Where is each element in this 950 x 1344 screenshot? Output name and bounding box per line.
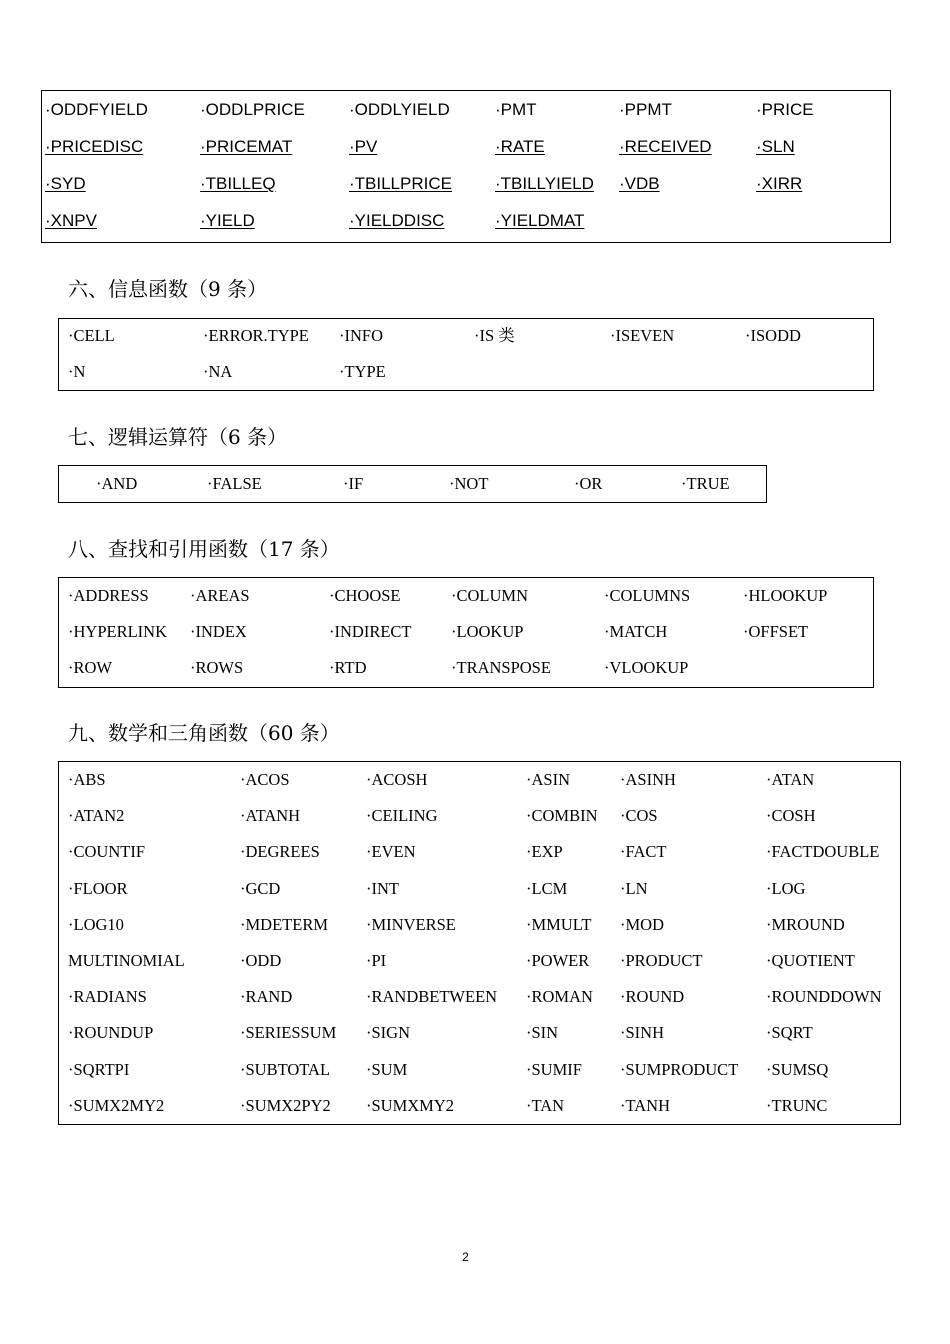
function-name-cell: ·AND (96, 474, 138, 493)
function-name-cell: ·PRODUCT (620, 951, 703, 970)
function-name-cell: ·SQRT (766, 1023, 813, 1043)
function-name-cell: ·LOG (766, 878, 806, 898)
function-name-cell[interactable]: ·XNPV (45, 211, 97, 230)
function-name-cell: ·ASIN (526, 770, 570, 789)
function-name-cell: ·ISODD (745, 326, 801, 345)
function-name-cell: ·LOOKUP (451, 622, 524, 641)
section-heading-math-trig-functions: 九、数学和三角函数（60 条） (68, 721, 340, 745)
function-name-cell: ·MOD (620, 914, 664, 934)
function-name-cell: ·FACTDOUBLE (766, 842, 880, 862)
function-name-cell: ·IS 类 (474, 326, 515, 345)
function-name-cell[interactable]: ·PRICEMAT (200, 137, 293, 156)
function-name-cell: ·SUMX2PY2 (240, 1095, 331, 1115)
function-name-cell: ·SUMSQ (766, 1059, 829, 1079)
function-name-cell: ·ATAN2 (68, 806, 125, 826)
function-name-cell: ·HLOOKUP (743, 586, 828, 605)
function-name-cell: ·CELL (68, 326, 115, 345)
function-name-cell: ·LCM (526, 878, 568, 898)
function-name-cell: ·COMBIN (526, 806, 598, 826)
function-name-cell: ·NA (203, 362, 233, 381)
function-name-cell: ·SIGN (366, 1023, 410, 1043)
function-name-cell: ·COLUMNS (604, 586, 691, 605)
function-name-cell[interactable]: ·TBILLPRICE (349, 174, 452, 193)
function-name-cell: ·TAN (526, 1095, 565, 1115)
function-name-cell: ·RAND (240, 987, 293, 1007)
function-name-cell: ·RANDBETWEEN (366, 987, 498, 1007)
function-name-cell: ·COS (620, 806, 658, 826)
function-name-cell: ·ISEVEN (610, 326, 675, 345)
function-name-cell: ·MINVERSE (366, 914, 456, 934)
function-name-cell: ·RTD (329, 658, 367, 677)
function-name-cell: ·MMULT (526, 914, 592, 934)
function-name-cell[interactable]: ·VDB (619, 174, 660, 193)
function-name-cell: ·NOT (449, 474, 489, 493)
function-name-cell: ·ATAN (766, 770, 815, 789)
function-name-cell: ·ERROR.TYPE (203, 326, 309, 345)
function-name-cell: ·ABS (68, 770, 106, 789)
function-name-cell: ·TANH (620, 1095, 670, 1115)
function-name-cell: ·GCD (240, 878, 281, 898)
function-name-cell: ·SUMX2MY2 (68, 1095, 165, 1115)
section-heading-information-functions: 六、信息函数（9 条） (68, 277, 268, 301)
function-name-cell: ·VLOOKUP (604, 658, 689, 677)
function-name-cell: ·OFFSET (743, 622, 809, 641)
section-heading-logical-operators: 七、逻辑运算符（6 条） (68, 425, 288, 449)
function-name-cell: ·ROUNDDOWN (766, 987, 882, 1007)
function-name-cell: ·ATANH (240, 806, 301, 826)
function-name-cell: ·AREAS (190, 586, 250, 605)
function-name-cell: ·ADDRESS (68, 586, 149, 605)
function-name-cell: ·INDIRECT (329, 622, 412, 641)
function-name-cell: ·ASINH (620, 770, 676, 789)
function-name-cell: ·ODDLYIELD (349, 100, 450, 119)
logical-operators-table (58, 465, 767, 503)
lookup-reference-functions-table (58, 577, 874, 688)
section-heading-lookup-reference-functions: 八、查找和引用函数（17 条） (68, 537, 340, 561)
finance-functions-table (41, 90, 891, 243)
function-name-cell: ·SUM (366, 1059, 408, 1079)
math-trig-functions-table (58, 761, 901, 1125)
function-name-cell: ·ROUND (620, 987, 685, 1007)
function-name-cell: ·COUNTIF (68, 842, 145, 862)
function-name-cell: ·SQRTPI (68, 1059, 130, 1079)
function-name-cell: ·MDETERM (240, 914, 328, 934)
function-name-cell[interactable]: ·YIELDMAT (495, 211, 585, 230)
function-name-cell: ·PRICE (756, 100, 814, 119)
function-name-cell: ·ROW (68, 658, 112, 677)
function-name-cell: ·SIN (526, 1023, 559, 1043)
function-name-cell: ·COLUMN (451, 586, 528, 605)
function-name-cell: ·PI (366, 951, 387, 970)
function-name-cell: ·QUOTIENT (766, 951, 855, 970)
function-name-cell: ·FALSE (207, 474, 262, 493)
function-name-cell: ·TRANSPOSE (451, 658, 551, 677)
function-name-cell[interactable]: ·XIRR (756, 174, 803, 193)
function-name-cell: ·ROMAN (526, 987, 593, 1007)
function-name-cell: MULTINOMIAL (68, 951, 185, 970)
function-name-cell: ·EXP (526, 842, 563, 862)
function-name-cell: ·PPMT (619, 100, 672, 119)
function-name-cell: ·LN (620, 878, 648, 898)
function-name-cell: ·FACT (620, 842, 667, 862)
function-name-cell: ·PMT (495, 100, 537, 119)
function-name-cell[interactable]: ·SYD (45, 174, 86, 193)
function-name-cell: ·SUBTOTAL (240, 1059, 331, 1079)
function-name-cell[interactable]: ·TBILLYIELD (495, 174, 594, 193)
function-name-cell: ·ODDLPRICE (200, 100, 305, 119)
function-name-cell: ·ROWS (190, 658, 244, 677)
function-name-cell: ·COSH (766, 806, 816, 826)
function-name-cell[interactable]: ·RATE (495, 137, 545, 156)
information-functions-table (58, 318, 874, 391)
function-name-cell[interactable]: ·TBILLEQ (200, 174, 276, 193)
function-name-cell: ·SUMIF (526, 1059, 582, 1079)
function-name-cell: ·POWER (526, 951, 590, 970)
function-name-cell: ·OR (574, 474, 603, 493)
function-name-cell: ·INDEX (190, 622, 247, 641)
function-name-cell: ·FLOOR (68, 878, 128, 898)
function-name-cell: ·SERIESSUM (240, 1023, 337, 1043)
function-name-cell: ·TRUNC (766, 1095, 828, 1115)
function-name-cell: ·ODDFYIELD (45, 100, 148, 119)
function-name-cell: ·SINH (620, 1023, 664, 1043)
function-name-cell: ·IF (343, 474, 364, 493)
function-name-cell: ·LOG10 (68, 914, 124, 934)
function-name-cell: ·TRUE (681, 474, 730, 493)
function-name-cell: ·SUMPRODUCT (620, 1059, 739, 1079)
function-name-cell: ·EVEN (366, 842, 416, 862)
function-name-cell[interactable]: ·PRICEDISC (45, 137, 144, 156)
function-name-cell[interactable]: ·RECEIVED (619, 137, 712, 156)
function-name-cell: ·ODD (240, 951, 282, 970)
function-name-cell: ·SUMXMY2 (366, 1095, 455, 1115)
function-name-cell[interactable]: ·YIELD (200, 211, 255, 230)
function-name-cell: ·CEILING (366, 806, 438, 826)
function-name-cell: ·N (68, 362, 86, 381)
page-number: 2 (462, 1250, 469, 1264)
function-name-cell: ·CHOOSE (329, 586, 401, 605)
function-name-cell[interactable]: ·SLN (756, 137, 795, 156)
function-name-cell: ·MROUND (766, 914, 845, 934)
function-name-cell: ·DEGREES (240, 842, 320, 862)
function-name-cell: ·ACOS (240, 770, 290, 789)
function-name-cell: ·TYPE (339, 362, 386, 381)
function-name-cell: ·RADIANS (68, 987, 147, 1007)
function-name-cell: ·ACOSH (366, 770, 428, 789)
function-name-cell: ·INT (366, 878, 399, 898)
function-name-cell: ·MATCH (604, 622, 668, 641)
function-name-cell[interactable]: ·YIELDDISC (349, 211, 445, 230)
function-name-cell: ·ROUNDUP (68, 1023, 154, 1043)
function-name-cell[interactable]: ·PV (349, 137, 378, 156)
function-name-cell: ·HYPERLINK (68, 622, 167, 641)
function-name-cell: ·INFO (339, 326, 383, 345)
